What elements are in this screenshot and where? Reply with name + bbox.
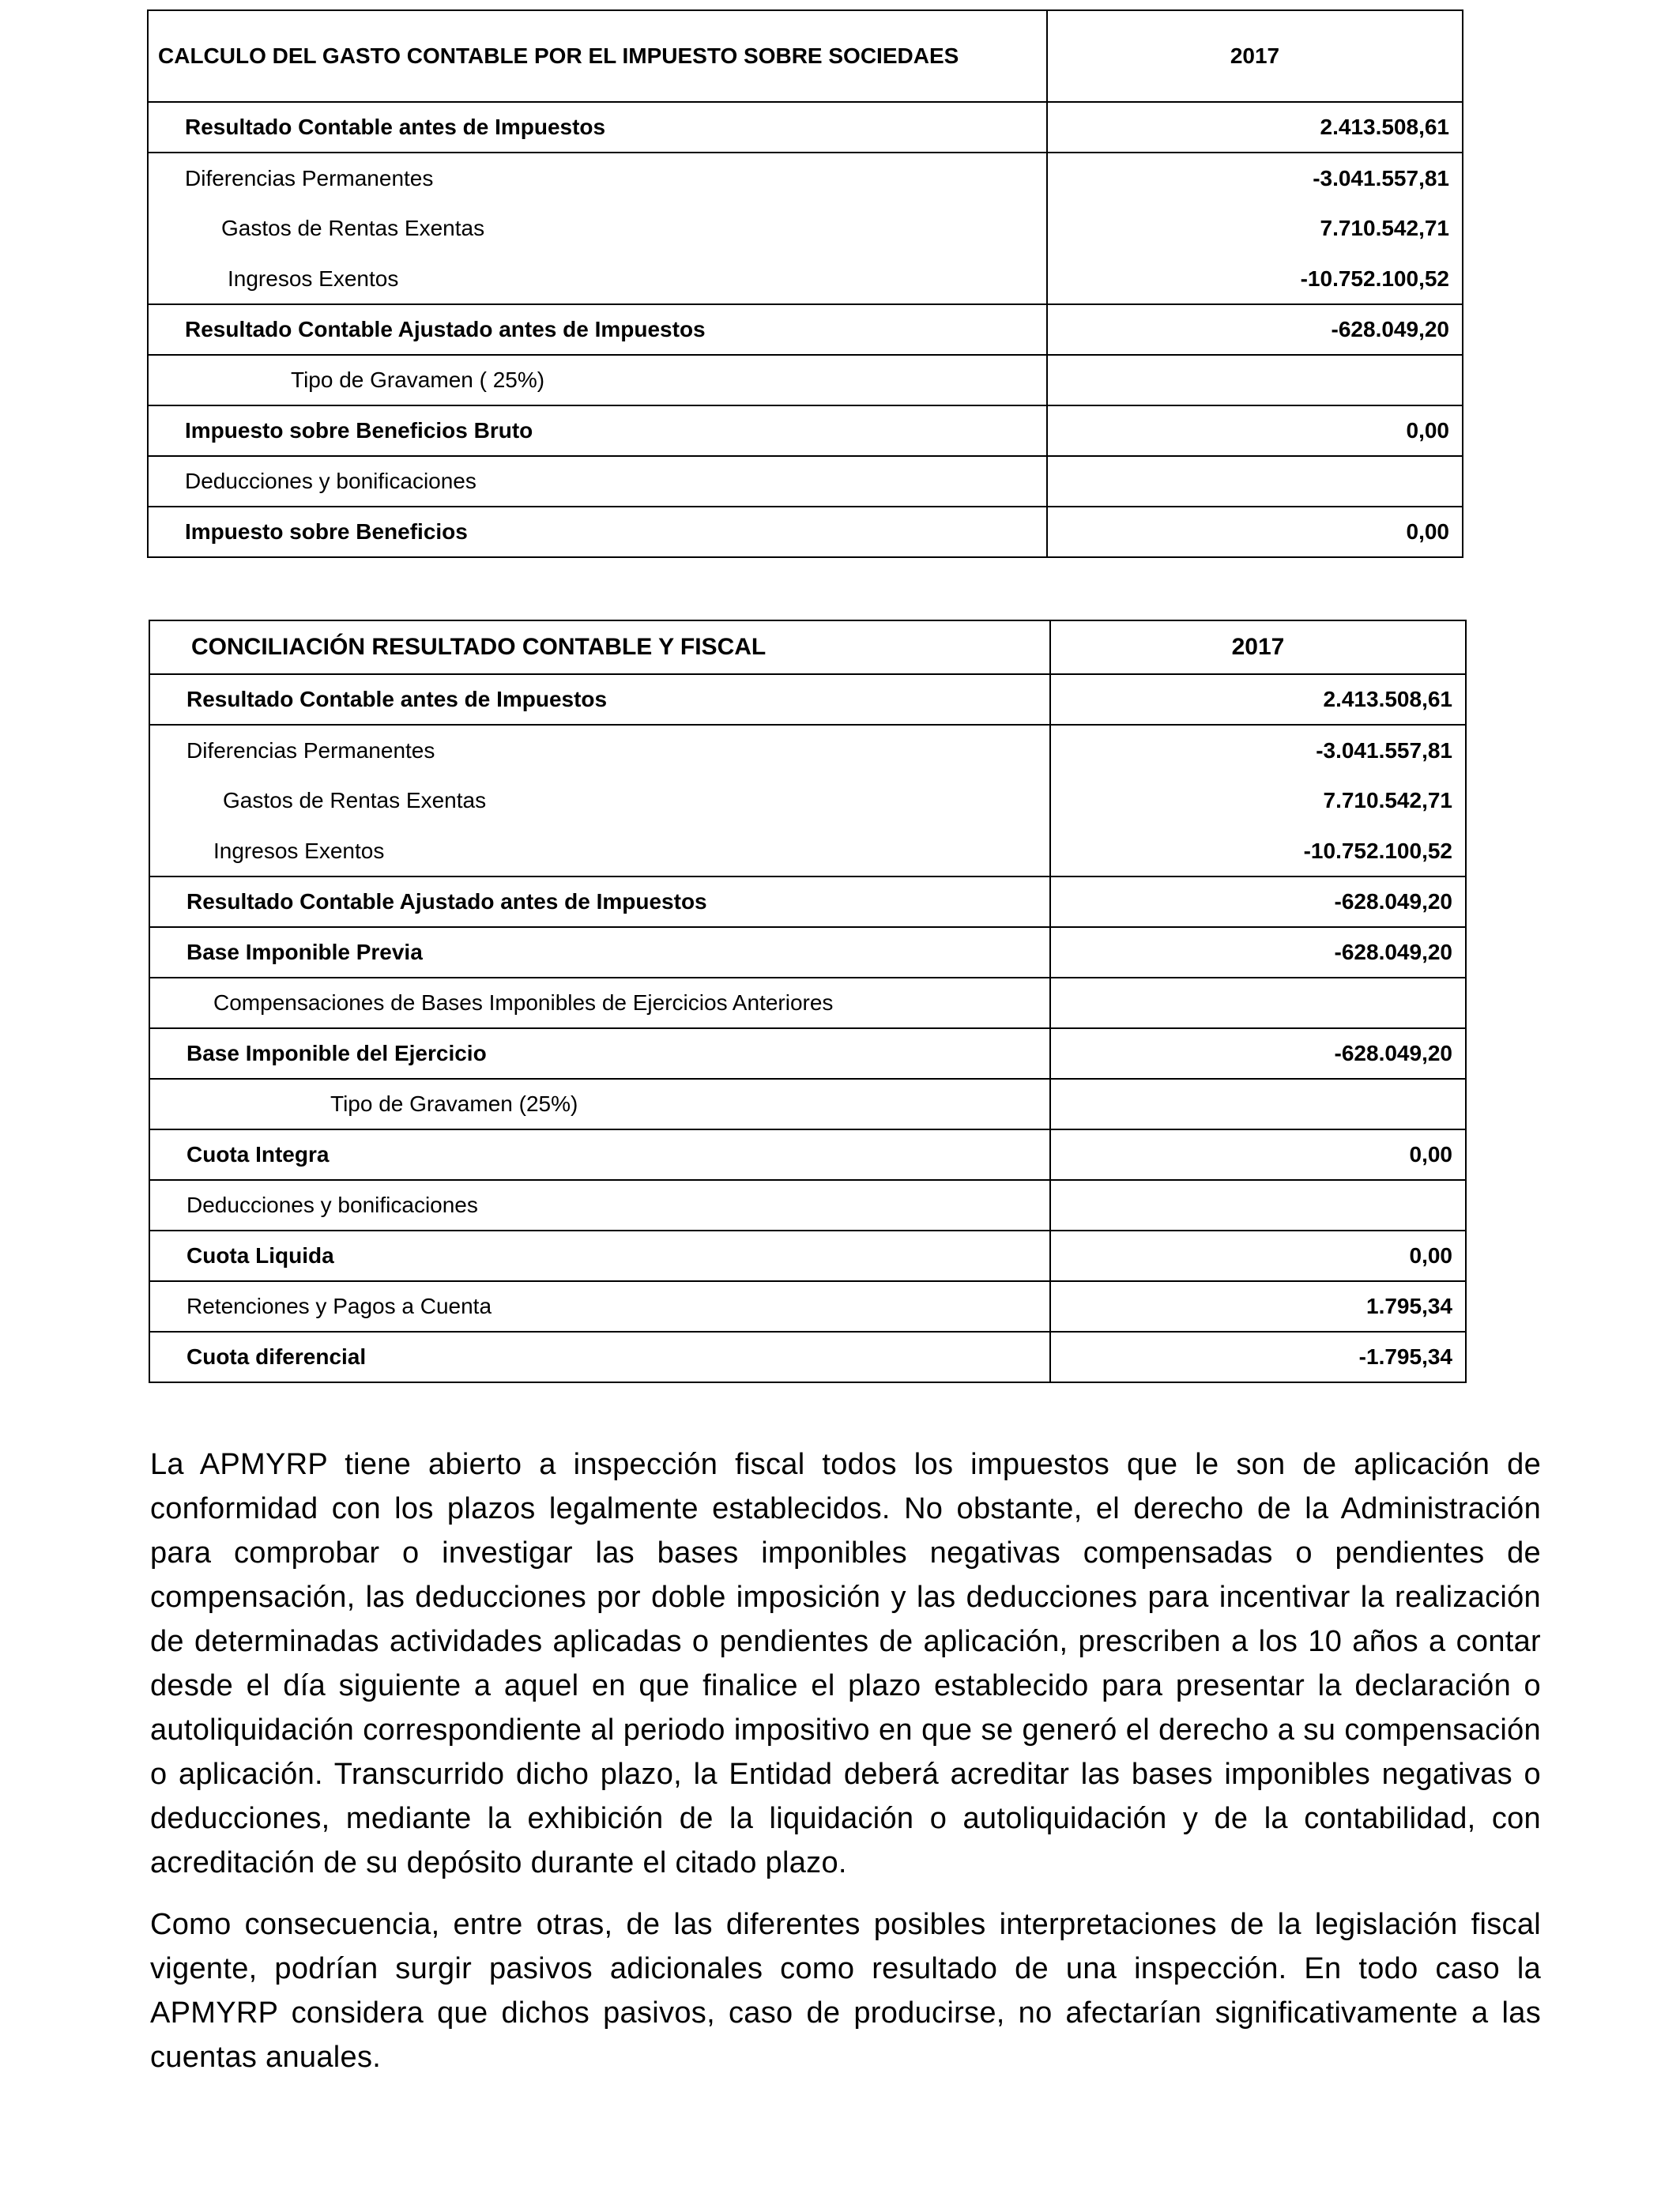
row-value: -10.752.100,52 — [1050, 826, 1466, 876]
table-row — [149, 978, 1466, 1028]
row-value — [1050, 978, 1466, 1028]
table-row — [149, 674, 1466, 725]
table-row — [149, 725, 1466, 775]
row-value: -628.049,20 — [1050, 1028, 1466, 1079]
row-value: 0,00 — [1047, 405, 1463, 456]
table-row — [148, 153, 1463, 203]
table-row — [149, 1231, 1466, 1281]
row-value: 1.795,34 — [1050, 1281, 1466, 1332]
row-label: Resultado Contable antes de Impuestos — [148, 102, 1047, 153]
table-row — [148, 254, 1463, 304]
table-title: CONCILIACIÓN RESULTADO CONTABLE Y FISCAL — [149, 620, 1050, 674]
table-row — [149, 1332, 1466, 1382]
table-row — [149, 1281, 1466, 1332]
row-label: Tipo de Gravamen (25%) — [149, 1079, 1050, 1129]
row-value: -10.752.100,52 — [1047, 254, 1463, 304]
table-title: CALCULO DEL GASTO CONTABLE POR EL IMPUESTO SOBRE SOCIEDAES — [148, 10, 1047, 102]
row-value: -3.041.557,81 — [1047, 153, 1463, 203]
row-label: Base Imponible Previa — [149, 927, 1050, 978]
table-row — [149, 927, 1466, 978]
row-label: Ingresos Exentos — [149, 826, 1050, 876]
row-label: Cuota Integra — [149, 1129, 1050, 1180]
table-header-row — [149, 620, 1466, 674]
row-label: Diferencias Permanentes — [148, 153, 1047, 203]
row-value: -628.049,20 — [1047, 304, 1463, 355]
row-label: Gastos de Rentas Exentas — [149, 775, 1050, 826]
row-label: Retenciones y Pagos a Cuenta — [149, 1281, 1050, 1332]
row-label: Resultado Contable Ajustado antes de Impuestos — [148, 304, 1047, 355]
year-header: 2017 — [1050, 620, 1466, 674]
row-label: Cuota diferencial — [149, 1332, 1050, 1382]
row-label: Compensaciones de Bases Imponibles de Ejercicios Anteriores — [149, 978, 1050, 1028]
gasto-contable-table — [147, 9, 1463, 558]
table-row — [149, 1028, 1466, 1079]
row-label: Diferencias Permanentes — [149, 725, 1050, 775]
table-row — [149, 876, 1466, 927]
table-row — [148, 203, 1463, 254]
table-row — [149, 775, 1466, 826]
row-label: Deducciones y bonificaciones — [148, 456, 1047, 507]
table-row — [148, 456, 1463, 507]
conciliacion-table — [149, 620, 1467, 1383]
row-value: 0,00 — [1050, 1231, 1466, 1281]
table-row — [149, 1079, 1466, 1129]
table-row — [148, 355, 1463, 405]
row-label: Ingresos Exentos — [148, 254, 1047, 304]
row-label: Base Imponible del Ejercicio — [149, 1028, 1050, 1079]
row-value: 0,00 — [1050, 1129, 1466, 1180]
row-label: Deducciones y bonificaciones — [149, 1180, 1050, 1231]
row-value — [1047, 355, 1463, 405]
row-value: 7.710.542,71 — [1050, 775, 1466, 826]
table-row — [148, 507, 1463, 557]
row-label: Gastos de Rentas Exentas — [148, 203, 1047, 254]
row-value: 0,00 — [1047, 507, 1463, 557]
row-value: -628.049,20 — [1050, 927, 1466, 978]
row-value: 2.413.508,61 — [1047, 102, 1463, 153]
row-value — [1050, 1180, 1466, 1231]
paragraph: La APMYRP tiene abierto a inspección fiscal todos los impuestos que le son de aplicación de conformidad con los plazos legalmente establecidos. No obstante, el derecho de la Administración para comprobar o investigar las bases imponibles negativas compensadas o pendientes de compensación, las deducciones por doble imposición y las deducciones para incentivar la realización de determinadas actividades aplicadas o pendientes de aplicación, prescriben a los 10 años a contar desde el día siguiente a aquel en que finalice el plazo establecido para presentar la declaración o autoliquidación correspondiente al periodo impositivo en que se generó el derecho a su compensación o aplicación. Transcurrido dicho plazo, la Entidad deberá acreditar las bases imponibles negativas o deducciones, mediante la exhibición de la liquidación o autoliquidación y de la contabilidad, con acreditación de su depósito durante el citado plazo. — [150, 1448, 1541, 1879]
body-text — [150, 1442, 1541, 2097]
row-value — [1047, 456, 1463, 507]
table-row — [148, 304, 1463, 355]
row-label: Impuesto sobre Beneficios Bruto — [148, 405, 1047, 456]
row-label: Resultado Contable Ajustado antes de Impuestos — [149, 876, 1050, 927]
row-value — [1050, 1079, 1466, 1129]
table-header-row — [148, 10, 1463, 102]
row-label: Cuota Liquida — [149, 1231, 1050, 1281]
row-value: 2.413.508,61 — [1050, 674, 1466, 725]
table-row — [148, 102, 1463, 153]
row-value: -628.049,20 — [1050, 876, 1466, 927]
row-value: 7.710.542,71 — [1047, 203, 1463, 254]
row-label: Resultado Contable antes de Impuestos — [149, 674, 1050, 725]
row-label: Tipo de Gravamen ( 25%) — [148, 355, 1047, 405]
paragraph: Como consecuencia, entre otras, de las diferentes posibles interpretaciones de la legislación fiscal vigente, podrían surgir pasivos adicionales como resultado de una inspección. En todo caso la APMYRP considera que dichos pasivos, caso de producirse, no afectarían significativamente a las cuentas anuales. — [150, 1908, 1541, 2074]
year-header: 2017 — [1047, 10, 1463, 102]
row-label: Impuesto sobre Beneficios — [148, 507, 1047, 557]
row-value: -1.795,34 — [1050, 1332, 1466, 1382]
table-row — [148, 405, 1463, 456]
table-row — [149, 826, 1466, 876]
table-row — [149, 1180, 1466, 1231]
row-value: -3.041.557,81 — [1050, 725, 1466, 775]
table-row — [149, 1129, 1466, 1180]
